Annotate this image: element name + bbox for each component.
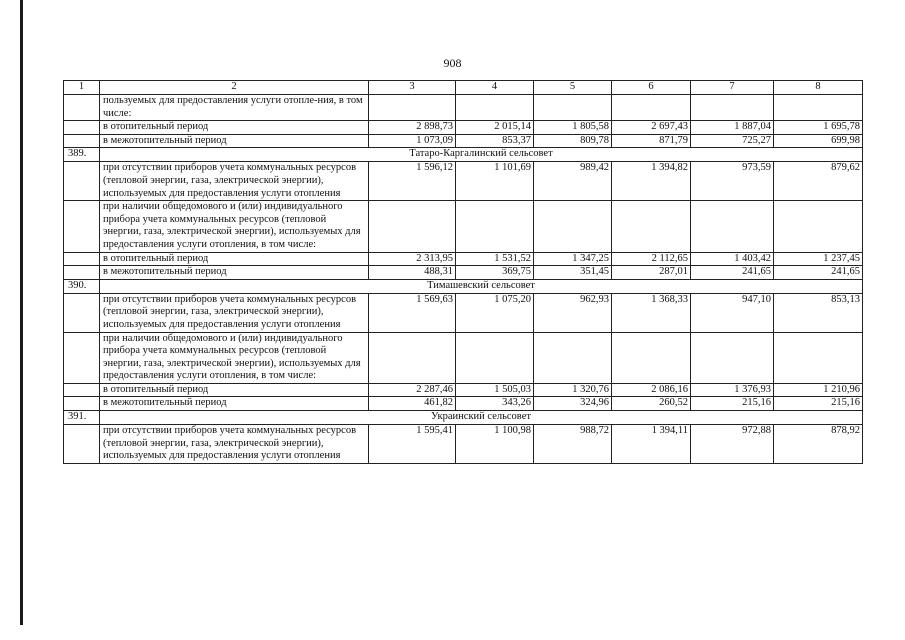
index-cell (64, 383, 100, 397)
value-cell: 989,42 (534, 162, 612, 201)
value-cell: 369,75 (456, 266, 534, 280)
value-cell: 1 596,12 (369, 162, 456, 201)
value-cell: 1 403,42 (691, 252, 774, 266)
index-cell (64, 266, 100, 280)
value-cell: 2 697,43 (612, 121, 691, 135)
table-row (64, 134, 863, 148)
value-cell (369, 332, 456, 383)
value-cell: 215,16 (774, 397, 863, 411)
value-cell: 725,27 (691, 134, 774, 148)
section-name: Татаро-Каргалинский сельсовет (100, 148, 863, 162)
period-label: в отопительный период (100, 121, 369, 135)
value-cell: 241,65 (691, 266, 774, 280)
value-cell: 1 805,58 (534, 121, 612, 135)
value-cell (691, 332, 774, 383)
value-cell: 962,93 (534, 293, 612, 332)
value-cell: 287,01 (612, 266, 691, 280)
value-cell: 1 210,96 (774, 383, 863, 397)
value-cell (456, 332, 534, 383)
value-cell: 351,45 (534, 266, 612, 280)
index-cell (64, 201, 100, 252)
value-cell: 343,26 (456, 397, 534, 411)
column-header: 5 (534, 81, 612, 95)
table-row (64, 121, 863, 135)
value-cell (774, 332, 863, 383)
value-cell: 1 368,33 (612, 293, 691, 332)
value-cell (691, 201, 774, 252)
section-row (64, 279, 863, 293)
description-cell: при отсутствии приборов учета коммунальных ресурсов (тепловой энергии, газа, электрической энергии), используемых для предоставления услуги отопления (100, 425, 369, 464)
value-cell (534, 332, 612, 383)
value-cell (612, 95, 691, 121)
period-label: в отопительный период (100, 252, 369, 266)
value-cell: 1 595,41 (369, 425, 456, 464)
value-cell: 878,92 (774, 425, 863, 464)
table-row (64, 266, 863, 280)
value-cell: 1 347,25 (534, 252, 612, 266)
value-cell: 2 287,46 (369, 383, 456, 397)
period-label: в отопительный период (100, 383, 369, 397)
section-row (64, 148, 863, 162)
value-cell (369, 201, 456, 252)
value-cell: 1 531,52 (456, 252, 534, 266)
description-cell: пользуемых для предоставления услуги отопле-ния, в том числе: (100, 95, 369, 121)
section-index: 390. (64, 279, 100, 293)
value-cell: 1 100,98 (456, 425, 534, 464)
table-row (64, 425, 863, 464)
description-cell: при наличии общедомового и (или) индивидуального прибора учета коммунальных ресурсов (тепловой энергии, газа, электрической энергии), используемых для предоставления услуги отопления, в том числе: (100, 332, 369, 383)
value-cell: 2 112,65 (612, 252, 691, 266)
value-cell: 2 015,14 (456, 121, 534, 135)
index-cell (64, 121, 100, 135)
value-cell: 1 394,11 (612, 425, 691, 464)
table-row (64, 162, 863, 201)
value-cell: 871,79 (612, 134, 691, 148)
tariff-table-body (64, 81, 863, 464)
table-row (64, 95, 863, 121)
column-header: 1 (64, 81, 100, 95)
section-name: Тимашевский сельсовет (100, 279, 863, 293)
index-cell (64, 134, 100, 148)
section-name: Украинский сельсовет (100, 411, 863, 425)
value-cell: 488,31 (369, 266, 456, 280)
value-cell (534, 201, 612, 252)
value-cell: 1 075,20 (456, 293, 534, 332)
column-header: 7 (691, 81, 774, 95)
description-cell: при наличии общедомового и (или) индивидуального прибора учета коммунальных ресурсов (тепловой энергии, газа, электрической энергии), используемых для предоставления услуги отопления, в том числе: (100, 201, 369, 252)
value-cell: 1 569,63 (369, 293, 456, 332)
value-cell: 1 237,45 (774, 252, 863, 266)
column-header: 8 (774, 81, 863, 95)
description-cell: при отсутствии приборов учета коммунальных ресурсов (тепловой энергии, газа, электрической энергии), используемых для предоставления услуги отопления (100, 293, 369, 332)
value-cell: 973,59 (691, 162, 774, 201)
index-cell (64, 397, 100, 411)
section-index: 389. (64, 148, 100, 162)
value-cell: 972,88 (691, 425, 774, 464)
table-row (64, 397, 863, 411)
index-cell (64, 425, 100, 464)
section-row (64, 411, 863, 425)
section-index: 391. (64, 411, 100, 425)
column-header: 6 (612, 81, 691, 95)
value-cell: 853,13 (774, 293, 863, 332)
period-label: в межотопительный период (100, 134, 369, 148)
table-row (64, 332, 863, 383)
value-cell: 988,72 (534, 425, 612, 464)
period-label: в межотопительный период (100, 397, 369, 411)
index-cell (64, 293, 100, 332)
table-row (64, 201, 863, 252)
description-cell: при отсутствии приборов учета коммунальных ресурсов (тепловой энергии, газа, электрической энергии), используемых для предоставления услуги отопления (100, 162, 369, 201)
value-cell: 947,10 (691, 293, 774, 332)
table-row (64, 252, 863, 266)
value-cell: 699,98 (774, 134, 863, 148)
value-cell: 1 073,09 (369, 134, 456, 148)
value-cell: 1 394,82 (612, 162, 691, 201)
value-cell: 1 101,69 (456, 162, 534, 201)
value-cell (369, 95, 456, 121)
index-cell (64, 332, 100, 383)
scan-binding-edge (20, 0, 23, 625)
index-cell (64, 162, 100, 201)
value-cell (612, 201, 691, 252)
value-cell: 324,96 (534, 397, 612, 411)
column-header: 2 (100, 81, 369, 95)
value-cell (534, 95, 612, 121)
period-label: в межотопительный период (100, 266, 369, 280)
table-row (64, 383, 863, 397)
value-cell (774, 201, 863, 252)
value-cell: 461,82 (369, 397, 456, 411)
value-cell (612, 332, 691, 383)
value-cell (774, 95, 863, 121)
value-cell: 809,78 (534, 134, 612, 148)
value-cell (456, 201, 534, 252)
value-cell: 260,52 (612, 397, 691, 411)
value-cell (691, 95, 774, 121)
value-cell: 1 320,76 (534, 383, 612, 397)
value-cell: 2 898,73 (369, 121, 456, 135)
value-cell: 1 376,93 (691, 383, 774, 397)
value-cell: 879,62 (774, 162, 863, 201)
table-row (64, 293, 863, 332)
index-cell (64, 95, 100, 121)
value-cell: 2 313,95 (369, 252, 456, 266)
value-cell (456, 95, 534, 121)
value-cell: 215,16 (691, 397, 774, 411)
value-cell: 1 505,03 (456, 383, 534, 397)
value-cell: 1 695,78 (774, 121, 863, 135)
index-cell (64, 252, 100, 266)
value-cell: 2 086,16 (612, 383, 691, 397)
tariff-table (63, 80, 863, 464)
value-cell: 1 887,04 (691, 121, 774, 135)
column-header: 3 (369, 81, 456, 95)
column-header: 4 (456, 81, 534, 95)
column-number-row (64, 81, 863, 95)
value-cell: 241,65 (774, 266, 863, 280)
page-number: 908 (443, 56, 462, 70)
value-cell: 853,37 (456, 134, 534, 148)
